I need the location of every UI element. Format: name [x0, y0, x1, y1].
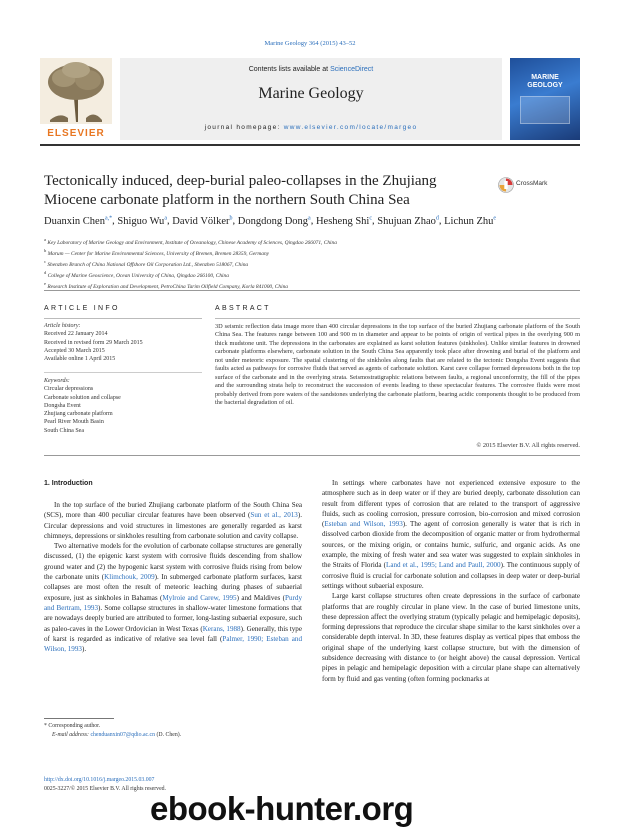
- email-link[interactable]: chenduanxin07@qdio.ac.cn: [90, 731, 156, 738]
- contents-line: [120, 66, 502, 73]
- author[interactable]: Shiguo Wu$^a$: [117, 215, 167, 227]
- keyword: Circular depressions: [44, 386, 94, 393]
- citation-link[interactable]: Mylroie and Carew, 1995: [162, 593, 237, 602]
- article-history: [44, 322, 202, 363]
- keyword: South China Sea: [44, 427, 84, 434]
- paper-title-line-2: Miocene carbonate platform in the northern South China Sea: [44, 192, 410, 208]
- body-column-right: [322, 478, 580, 684]
- keyword-list: [44, 377, 202, 435]
- corresponding-author-footnote: * Corresponding author. E-mail address: chenduanxin07@qdio.ac.cn (D. Chen).: [44, 723, 182, 738]
- issn-line: 0025-3227/© 2015 Elsevier B.V. All rights reserved.: [44, 785, 166, 792]
- affiliation: $^e$ Research Institute of Exploration and Development, PetroChina Tarim Oilfield Company, Korla 841000, China: [44, 281, 288, 291]
- keyword: Zhujiang carbonate platform: [44, 411, 113, 418]
- affiliation: $^c$ Shenzhen Branch of China National Offshore Oil Corporation Ltd., Shenzhen 518067, China: [44, 259, 249, 268]
- contents-prefix: Contents lists available at: [248, 66, 331, 73]
- history-label: Article history:: [44, 323, 81, 329]
- affiliation: $^a$ Key Laboratory of Marine Geology and Environment, Institute of Oceanology, Chinese Academy of Sciences, Qingdao 266071, China: [44, 237, 337, 246]
- footnote-label: Corresponding author.: [48, 723, 101, 729]
- history-item: Received in revised form 29 March 2015: [44, 339, 143, 346]
- paper-title-line-1: Tectonically induced, deep-burial paleo-collapses in the Zhujiang: [44, 173, 437, 189]
- abstract-bottom-divider: [44, 455, 580, 456]
- journal-banner: [120, 58, 502, 140]
- author[interactable]: Dongdong Dong$^a$: [237, 215, 311, 227]
- history-divider: [44, 372, 202, 373]
- crossmark-badge[interactable]: [498, 176, 578, 194]
- footnote-marker: *: [44, 723, 47, 729]
- footnote-divider: [44, 718, 114, 719]
- keyword: Pearl River Mouth Basin: [44, 419, 104, 426]
- citation-link[interactable]: Sun et al., 2013: [250, 511, 298, 520]
- history-item: Accepted 30 March 2015: [44, 347, 105, 354]
- sciencedirect-link[interactable]: ScienceDirect: [330, 66, 374, 73]
- citation-link[interactable]: Land et al., 1995; Land and Paull, 2000: [385, 561, 501, 570]
- history-item: Available online 1 April 2015: [44, 356, 116, 363]
- affiliation: $^b$ Marum — Center for Marine Environmental Sciences, University of Bremen, Bremen 28359, Germany: [44, 248, 270, 257]
- journal-reference[interactable]: Marine Geology 364 (2015) 43–52: [264, 40, 356, 47]
- body-column-left: [44, 500, 302, 654]
- author[interactable]: Lichun Zhu$^e$: [444, 215, 497, 227]
- keyword: Dongsha Event: [44, 402, 81, 409]
- homepage-link[interactable]: www.elsevier.com/locate/margeo: [283, 124, 418, 131]
- citation-link[interactable]: Esteban and Wilson, 1993: [324, 520, 403, 529]
- watermark: ebook-hunter.org: [150, 790, 414, 827]
- homepage-line: [120, 124, 502, 131]
- abstract-divider: [215, 318, 580, 319]
- citation-link[interactable]: Palmer, 1990; Esteban and Wilson, 1993: [44, 634, 302, 654]
- journal-cover-image: [510, 58, 580, 140]
- journal-title: Marine Geology: [258, 85, 364, 102]
- crossmark-label: CrossMark: [516, 180, 548, 187]
- copyright-notice: © 2015 Elsevier B.V. All rights reserved.: [476, 442, 580, 449]
- crossmark-icon: [498, 177, 514, 193]
- citation-link[interactable]: Klimchouk, 2009: [104, 573, 155, 582]
- history-item: Received 22 January 2014: [44, 331, 108, 338]
- abstract-heading: ABSTRACT: [215, 305, 271, 312]
- cover-graphic: [520, 96, 570, 124]
- author[interactable]: Shujuan Zhao$^d$: [377, 215, 439, 227]
- paragraph: Large karst collapse structures often create depressions in the surface of carbonate platforms that are roughly circular in plane view. In the case of buried limestone units, these depression affect the overlying stratum (typically pelagic and hemipelagic deposits), forming depressions that reproduce the circular shape similar to the karst sinkholes over a considerable depth interval. In 3D, these features display as vertical pipes that emboss the original shape of the underlying karst collapse structure, but with the dimension of subsidence decreasing with distance to (or height above) the causal depression. Vertical pipes in pelagic and hemipelagic deposition with a circular plane shape can alternatively form by fluid and gas venting (often forming pockmarks at: [322, 592, 580, 683]
- author-list: Duanxin Chen$^{a,*}$, Shiguo Wu$^a$, David Völker$^b$, Dongdong Dong$^a$, Hesheng Shi$^c$, Shujuan Zhao$^d$, Lichun Zhu$^e$: [44, 215, 497, 227]
- email-label: E-mail address:: [52, 731, 91, 738]
- paragraph: In settings where carbonates have not experienced extensive exposure to the atmosphere such as in deep water or if they are buried deeply, carbonate dissolution can result from different types of corrosion that are related to the transport of aggressive fluids, such as cooling corrosion, pressure corrosion, bio-corrosion and mixed corrosion (Esteban and Wilson, 1993). The agent of corrosion generally is water that is rich in dissolved carbon dioxide from the decomposition of organic matter or from hydrothermal sources, or the mixing origin, or contains humic, sulfuric, and organic acids. As one example, the mixing of fresh water and sea water was suggested to explain sinkholes in the Straits of Florida (Land et al., 1995; Land and Paull, 2000). The continuous supply of corrosive fluid is crucial for carbonate solution and collapses in deep water or deep-burial settings without subaerial exposure.: [322, 479, 581, 590]
- homepage-prefix: journal homepage:: [204, 124, 284, 131]
- citation-link[interactable]: Kerans, 1988: [202, 624, 241, 633]
- keyword: Carbonate solution and collapse: [44, 394, 121, 401]
- paragraph: In the top surface of the buried Zhujiang carbonate platform of the South China Sea (SCS), more than 400 peculiar circular features have been observed (Sun et al., 2013). Circular depressions and void structures in limestones are generally regarded as karst chimneys, depressions or sinkholes resulting from carbonate solution and cavity collapse.: [44, 501, 302, 540]
- paragraph: Two alternative models for the evolution of carbonate collapse structures are generally discussed, (1) the epigenic karst system with corrosive fluids descending from shallow ground water and (2) the hypogenic karst system with corrosive fluids rising from below the carbonate units (Klimchouk, 2009). In submerged carbonate platform surfaces, karst collapses are most often the result of meteoric leaching during phases of subaerial exposure, just as sinkholes in Bahamas (Mylroie and Carew, 1995) and Maldives (Purdy and Bertram, 1993). Some collapse structures in shallow-water limestone formations that are nowadays deeply buried are attributed to former, long-lasting subaerial exposure, such as paleo-caves in the Lower Ordovician in West Texas (Kerans, 1988). Generally, this type of karst is regarded as indicative of relative sea level fall (Palmer, 1990; Esteban and Wilson, 1993).: [44, 542, 303, 654]
- article-info-divider: [44, 318, 202, 319]
- citation-link[interactable]: Purdy and Bertram, 1993: [44, 593, 302, 612]
- introduction-heading: 1. Introduction: [44, 480, 93, 487]
- author[interactable]: Duanxin Chen$^{a,*}$: [44, 215, 113, 227]
- cover-title: MARINE GEOLOGY: [527, 74, 563, 89]
- abstract-text: 3D seismic reflection data image more than 400 circular depressions in the top surface of the buried Zhujiang carbonate platform of the South China Sea. The features range between 100 and 900 m in diameter and appear to be points of origin of vertical pipes in the overlying 900 m thick mudstone unit. The depressions in the carbonates are explained as karst solution features (sinkholes). Unlike similar features in drowned carbonate platforms elsewhere, carbonate solution in the South China Sea apparently took place after drowning and burial of the platform and not under meteoric exposure. The spatial clustering of the sinkholes along faults that are related to the tectonic Dongsha Event suggests that faults acted as pathways for corrosive fluids that served as agents of carbonate solution. Karst cave collapse formed depressions both in the top surface of the carbonate and in the overlying strata. Seismostratigraphic relations between faults, a regional unconformity, the fill of the pipes and the surrounding strata help to reconstruct the succession of events leading to these spectacular features. The corrosive fluids were most probably derived from pore waters of the sandstones underlying the carbonate platform, bearing acidic components thought to be produced from the bacterial degradation of oil.: [215, 323, 580, 407]
- affiliation: $^d$ College of Marine Geoscience, Ocean University of China, Qingdao 266100, China: [44, 270, 229, 280]
- affiliation-divider: [44, 290, 580, 291]
- author[interactable]: David Völker$^b$: [172, 215, 233, 227]
- paper-title: [44, 172, 484, 210]
- keywords-label: Keywords:: [44, 378, 70, 384]
- affiliation-list: [44, 236, 584, 291]
- journal-header: [40, 58, 580, 140]
- publisher-name: ELSEVIER: [47, 128, 105, 139]
- doi-link[interactable]: http://dx.doi.org/10.1016/j.margeo.2015.03.007: [44, 777, 155, 783]
- article-info-heading: ARTICLE INFO: [44, 305, 120, 312]
- header-divider: [40, 144, 580, 146]
- author[interactable]: Hesheng Shi$^c$: [315, 215, 373, 227]
